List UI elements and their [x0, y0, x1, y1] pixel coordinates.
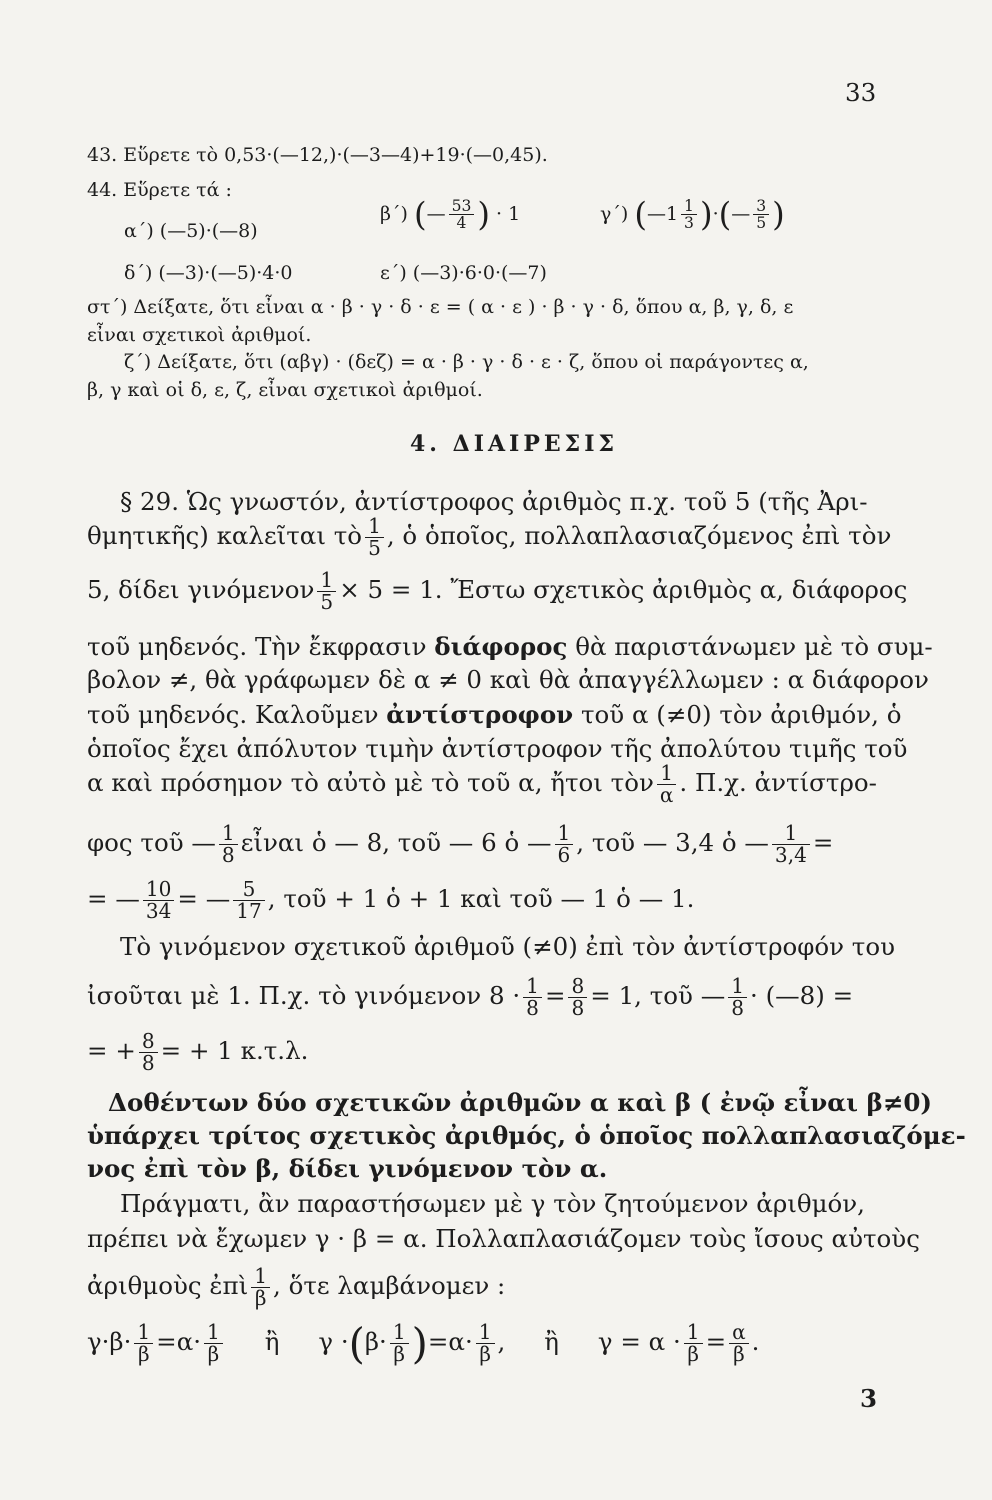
exercise-44-st-line1: στ΄) Δείξατε, ὅτι εἶναι α · β · γ · δ · ε = ( α · ε ) · β · γ · δ, ὅπου α, β, γ, δ, ε: [87, 296, 794, 318]
page-number: 33: [845, 78, 877, 107]
exercise-44-d: δ΄) (—3)·(—5)·4·0: [124, 262, 293, 284]
fraction: $\frac{3}{5}$: [753, 198, 769, 232]
fraction: $\frac{1}{\beta}$: [204, 1322, 223, 1365]
fraction: $\frac{1}{3,4}$: [772, 823, 810, 866]
fraction: $\frac{5}{17}$: [233, 879, 265, 922]
fraction: $\frac{\alpha}{\beta}$: [729, 1322, 749, 1365]
theorem-line: Δοθέντων δύο σχετικῶν ἀριθμῶν α καὶ β ( ἐνῷ εἶναι β≠0): [108, 1088, 932, 1117]
fraction: $\frac{1}{6}$: [555, 823, 574, 866]
fraction: $\frac{10}{34}$: [143, 879, 175, 922]
fraction: $\frac{1}{\beta}$: [251, 1266, 270, 1309]
fraction: $\frac{1}{\beta}$: [684, 1322, 703, 1365]
fraction: $\frac{8}{8}$: [139, 1031, 158, 1074]
fraction: $\frac{1}{3}$: [681, 198, 697, 232]
fraction: $\frac{1}{\beta}$: [390, 1322, 409, 1365]
paragraph-line: ἰσοῦται μὲ 1. Π.χ. τὸ γινόμενον 8 · $\frac{1}{8}$ = $\frac{8}{8}$ = 1, τοῦ — $\frac{1}{8}$ · (—8) =: [87, 974, 854, 1021]
fraction: $\frac{53}{4}$: [449, 198, 475, 232]
fraction: $\frac{1}{\alpha}$: [657, 763, 677, 806]
signature-mark: 3: [860, 1384, 878, 1413]
theorem-line: ὑπάρχει τρίτος σχετικὸς ἀριθμός, ὁ ὁποῖος πολλαπλασιαζόμε-: [87, 1121, 966, 1150]
fraction: $\frac{1}{\beta}$: [134, 1322, 153, 1365]
fraction: $\frac{1}{5}$: [365, 516, 384, 559]
paragraph-line: = + $\frac{8}{8}$ = + 1 κ.τ.λ.: [87, 1029, 309, 1076]
exercise-44-z-line1: ζ΄) Δείξατε, ὅτι (αβγ) · (δεζ) = α · β · γ · δ · ε · ζ, ὅπου οἱ παράγοντες α,: [124, 351, 809, 373]
exercise-44: 44. Εὕρετε τά :: [87, 179, 232, 201]
paragraph-line: τοῦ μηδενός. Καλοῦμεν ἀντίστροφον τοῦ α (≠0) τὸν ἀριθμόν, ὁ: [87, 700, 902, 729]
exercise-44-g: γ΄) (—1 $\frac{1}{3}$ )·(— $\frac{3}{5}$ ): [600, 195, 785, 234]
exercise-44-a: α΄) (—5)·(—8): [124, 220, 258, 242]
exercise-44-b: β΄) (— $\frac{53}{4}$ ) · 1: [380, 195, 521, 234]
exercise-44-e: ε΄) (—3)·6·0·(—7): [380, 262, 547, 284]
section-title: 4. ΔΙΑΙΡΕΣΙΣ: [410, 431, 619, 457]
fraction: $\frac{1}{8}$: [219, 823, 238, 866]
exercise-44-z-line2: β, γ καὶ οἱ δ, ε, ζ, εἶναι σχετικοὶ ἀριθμοί.: [87, 379, 483, 401]
fraction: $\frac{1}{8}$: [728, 976, 747, 1019]
exercise-43: 43. Εὕρετε τὸ 0,53·(—12,)·(—3—4)+19·(—0,45).: [87, 144, 548, 166]
paragraph-line: Τὸ γινόμενον σχετικοῦ ἀριθμοῦ (≠0) ἐπὶ τὸν ἀντίστροφόν του: [120, 932, 896, 961]
fraction: $\frac{1}{5}$: [317, 570, 336, 613]
fraction: $\frac{1}{\beta}$: [476, 1322, 495, 1365]
theorem-line: νος ἐπὶ τὸν β, δίδει γινόμενον τὸν α.: [87, 1154, 608, 1183]
exercise-44-st-line2: εἶναι σχετικοὶ ἀριθμοί.: [87, 324, 312, 346]
paragraph-line: βολον ≠, θὰ γράφωμεν δὲ α ≠ 0 καὶ θὰ ἀπαγγέλλωμεν : α διάφορον: [87, 665, 929, 694]
paragraph-line: Πράγματι, ἂν παραστήσωμεν μὲ γ τὸν ζητούμενον ἀριθμόν,: [120, 1189, 865, 1218]
paragraph-line: α καὶ πρόσημον τὸ αὐτὸ μὲ τὸ τοῦ α, ἤτοι τὸν $\frac{1}{\alpha}$ . Π.χ. ἀντίστρο-: [87, 761, 877, 808]
paragraph-line: ὁποῖος ἔχει ἀπόλυτον τιμὴν ἀντίστροφον τῆς ἀπολύτου τιμῆς τοῦ: [87, 734, 908, 763]
paragraph-line: § 29. Ὡς γνωστόν, ἀντίστροφος ἀριθμὸς π.χ. τοῦ 5 (τῆς Ἀρι-: [120, 487, 868, 516]
fraction: $\frac{8}{8}$: [568, 976, 587, 1019]
formula-line: γ·β· $\frac{1}{\beta}$ =α· $\frac{1}{\beta}$ ἢ γ ·(β· $\frac{1}{\beta}$ )=α· $\frac{1}{\beta}$ , ἢ γ = α · $\frac{1}{\beta}$ = $\frac{\alpha}{\beta}$ .: [87, 1318, 760, 1368]
paragraph-line: 5, δίδει γινόμενον $\frac{1}{5}$ × 5 = 1. Ἔστω σχετικὸς ἀριθμὸς α, διάφορος: [87, 568, 908, 615]
paragraph-line: ἀριθμοὺς ἐπὶ $\frac{1}{\beta}$ , ὅτε λαμβάνομεν :: [87, 1264, 506, 1311]
paragraph-line: πρέπει νὰ ἔχωμεν γ · β = α. Πολλαπλασιάζομεν τοὺς ἴσους αὐτοὺς: [87, 1224, 920, 1253]
paragraph-line: τοῦ μηδενός. Τὴν ἔκφρασιν διάφορος θὰ παριστάνωμεν μὲ τὸ συμ-: [87, 632, 933, 661]
paragraph-line: θμητικῆς) καλεῖται τὸ $\frac{1}{5}$ , ὁ ὁποῖος, πολλαπλασιαζόμενος ἐπὶ τὸν: [87, 514, 892, 561]
fraction: $\frac{1}{8}$: [523, 976, 542, 1019]
paragraph-line: = — $\frac{10}{34}$ = — $\frac{5}{17}$ , τοῦ + 1 ὁ + 1 καὶ τοῦ — 1 ὁ — 1.: [87, 877, 695, 924]
paragraph-line: φος τοῦ — $\frac{1}{8}$ εἶναι ὁ — 8, τοῦ — 6 ὁ — $\frac{1}{6}$ , τοῦ — 3,4 ὁ — $\frac{1}{3,4}$ =: [87, 821, 834, 868]
